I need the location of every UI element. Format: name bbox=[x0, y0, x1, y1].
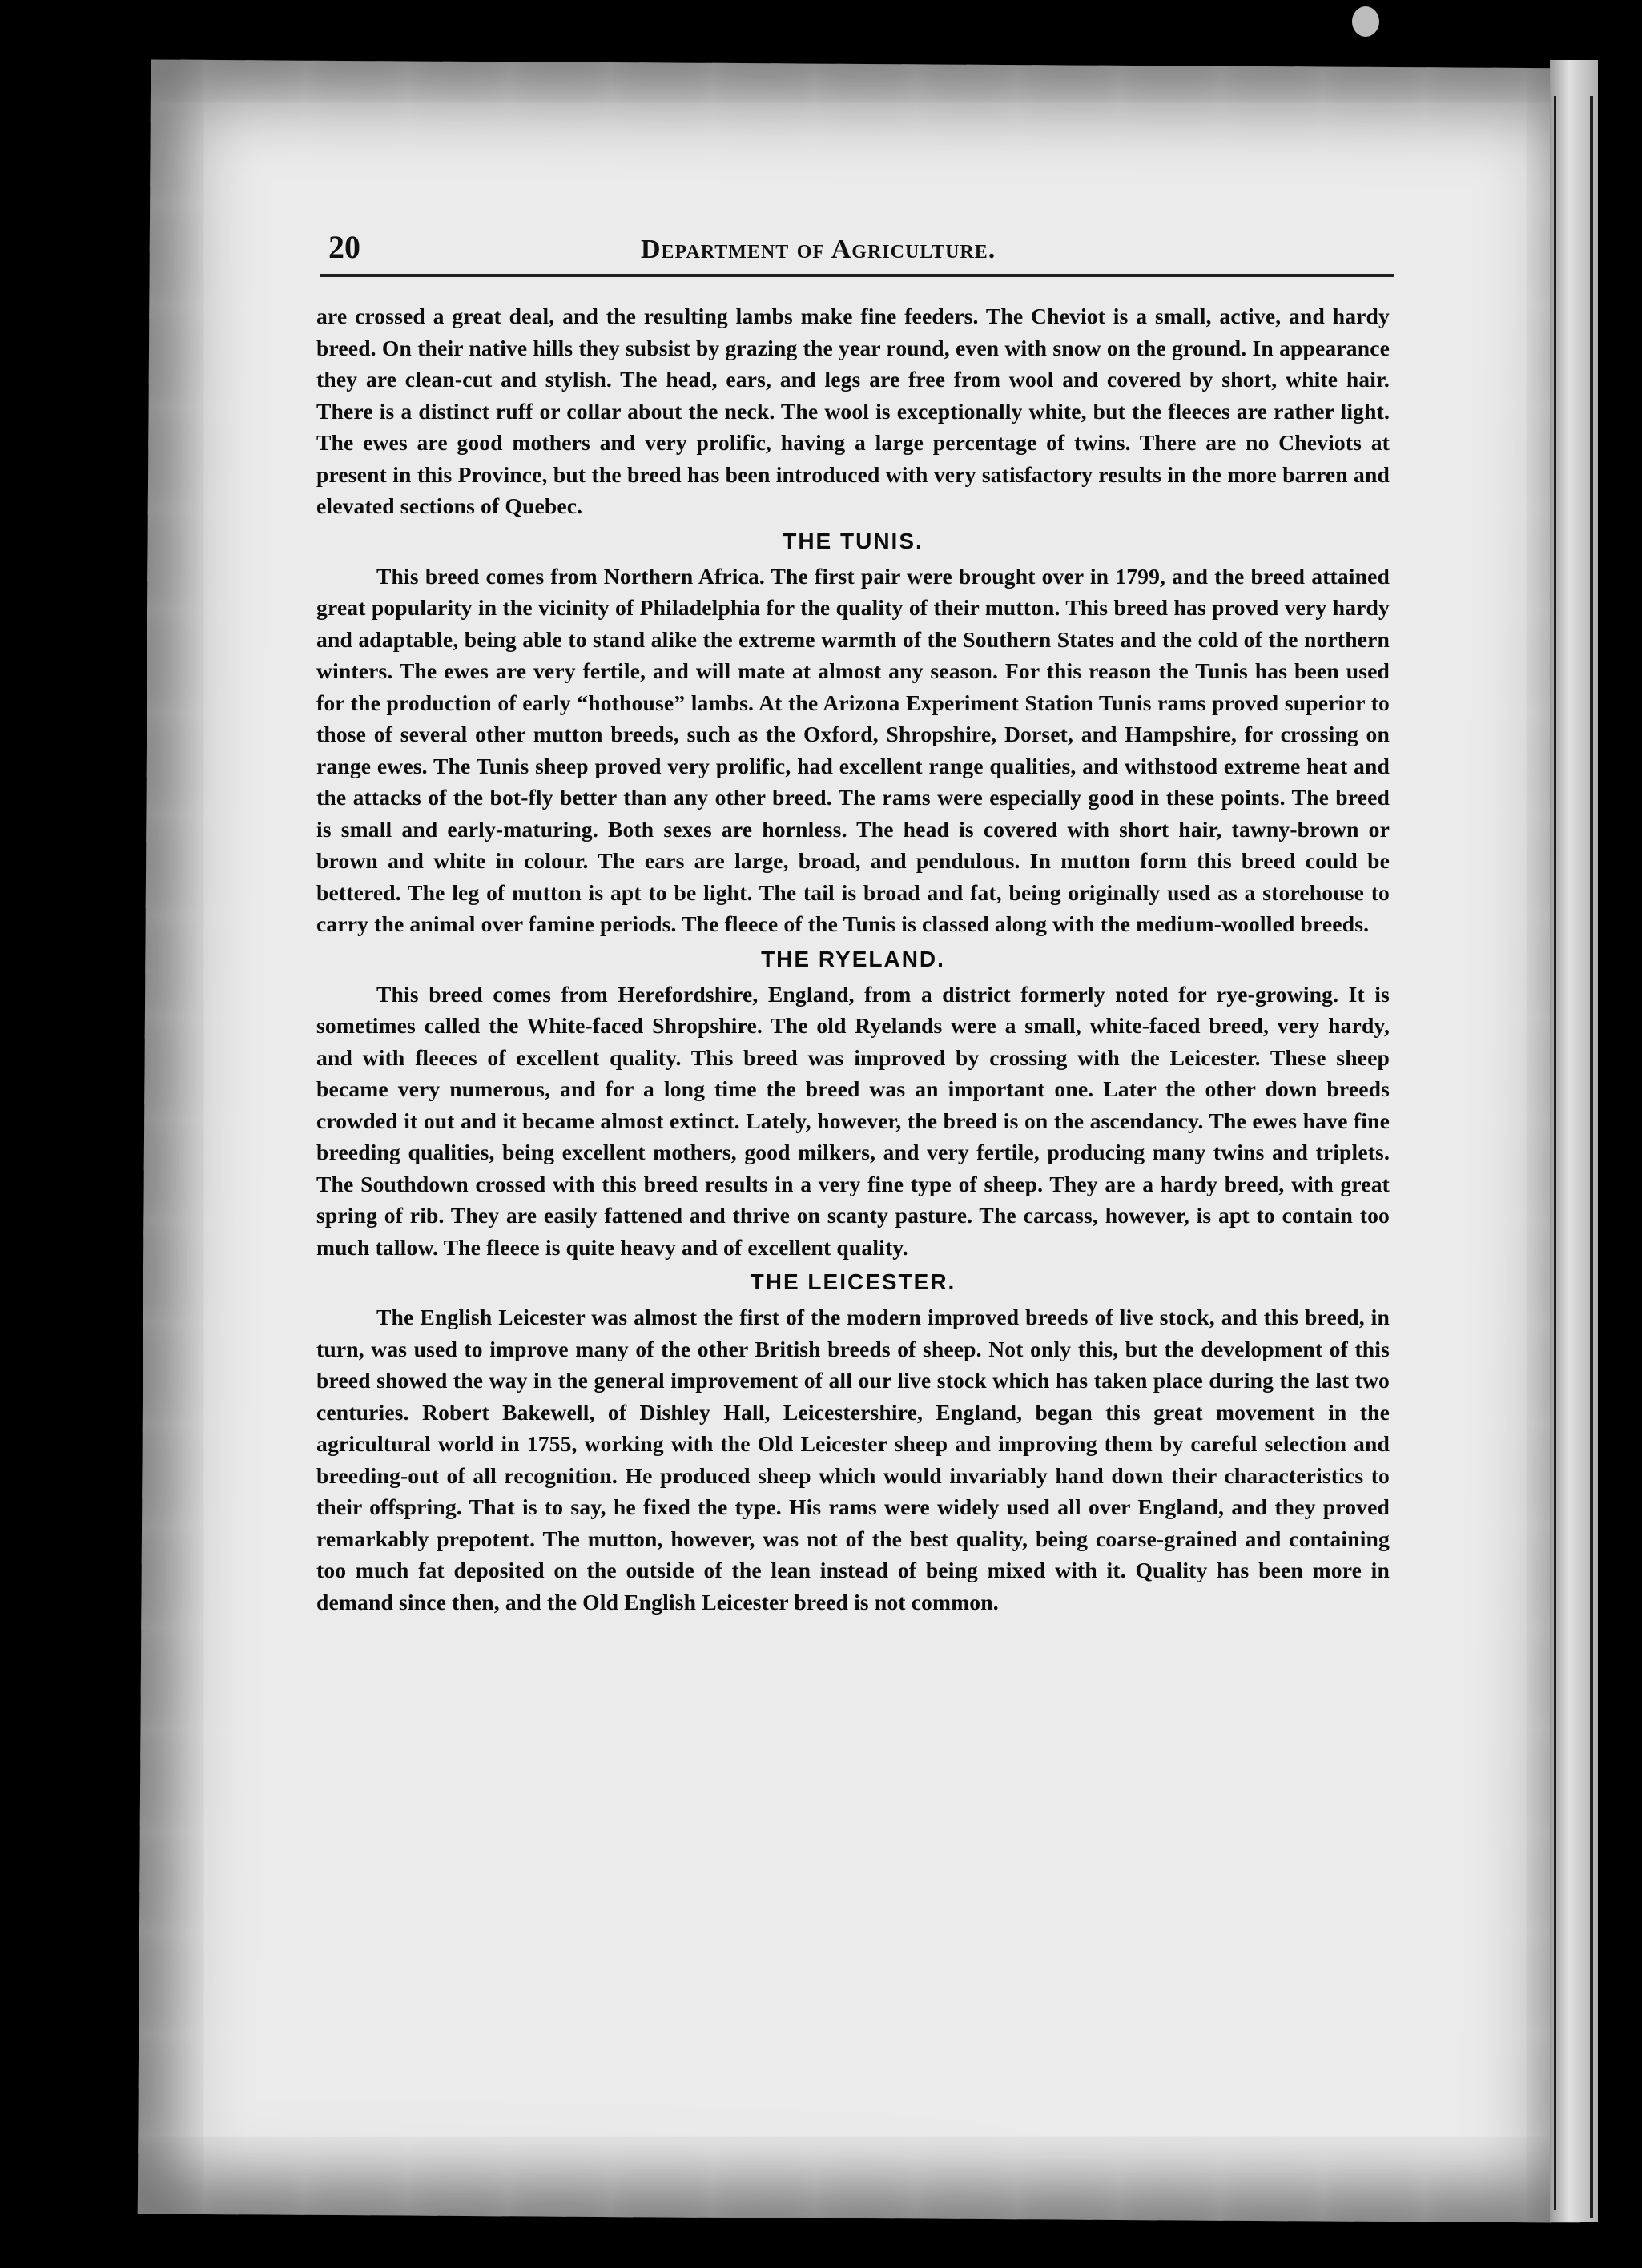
page-body bbox=[316, 300, 1390, 1618]
facing-page-border-line bbox=[1590, 96, 1593, 2218]
film-speck bbox=[1352, 6, 1379, 37]
section-heading-leicester: THE LEICESTER. bbox=[750, 1269, 956, 1294]
section-heading-ryeland: THE RYELAND. bbox=[761, 946, 945, 971]
header-rule bbox=[320, 274, 1394, 277]
page-number: 20 bbox=[328, 229, 360, 265]
page-header bbox=[328, 228, 1394, 268]
running-head: Department of Agriculture. bbox=[641, 235, 996, 264]
ryeland-paragraph: This breed comes from Herefordshire, England, from a district formerly noted for rye-growing. It is sometimes called the White-faced Shropshire. The old Ryelands were a small, white-faced breed, very hardy, and with fleeces of excellent quality. This breed was improved by crossing with the Leicester. These sheep became very numerous, and for a long time the breed was an important one. Later the other down breeds crowded it out and it became almost extinct. Lately, however, the breed is on the ascendancy. The ewes have fine breeding qualities, being excellent mothers, good milkers, and very fertile, producing many twins and triplets. The Southdown crossed with this breed results in a very fine type of sheep. They are a hardy breed, with great spring of rib. They are easily fattened and thrive on scanty pasture. The carcass, however, is apt to contain too much tallow. The fleece is quite heavy and of excellent quality. bbox=[316, 981, 1390, 1260]
leicester-paragraph: The English Leicester was almost the first of the modern improved breeds of live stock, and this breed, in turn, was used to improve many of the other British breeds of sheep. Not only this, but the development of this breed showed the way in the general improvement of all our live stock which has taken place during the last two centuries. Robert Bakewell, of Dishley Hall, Leicestershire, England, began this great movement in the agricultural world in 1755, working with the Old Leicester sheep and improving them by careful selection and breeding-out of all recognition. He produced sheep which would invariably hand down their characteristics to their offspring. That is to say, he fixed the type. His rams were widely used all over England, and they proved remarkably prepotent. The mutton, however, was not of the best quality, being coarse-grained and containing too much fat deposited on the outside of the lean instead of being mixed with it. Quality has been more in demand since then, and the Old English Leicester breed is not common. bbox=[316, 1305, 1390, 1615]
section-heading-tunis: THE TUNIS. bbox=[783, 528, 924, 553]
page-border-line bbox=[1554, 96, 1556, 2210]
cheviot-continued-paragraph: are crossed a great deal, and the resulting lambs make fine feeders. The Cheviot is a small, active, and hardy breed. On their native hills they subsist by grazing the year round, even with snow on the ground. In appearance they are clean-cut and stylish. The head, ears, and legs are free from wool and covered by short, white hair. There is a distinct ruff or collar about the neck. The wool is exceptionally white, but the fleeces are rather light. The ewes are good mothers and very prolific, having a large percentage of twins. There are no Cheviots at present in this Province, but the breed has been introduced with very satisfactory results in the more barren and elevated sections of Quebec. bbox=[316, 304, 1390, 518]
tunis-paragraph: This breed comes from Northern Africa. The first pair were brought over in 1799, and the breed attained great popularity in the vicinity of Philadelphia for the quality of their mutton. This breed has proved very hardy and adaptable, being able to stand alike the extreme warmth of the Southern States and the cold of the northern winters. The ewes are very fertile, and will mate at almost any season. For this reason the Tunis has been used for the production of early “hothouse” lambs. At the Arizona Experiment Station Tunis rams proved superior to those of several other mutton breeds, such as the Oxford, Shropshire, Dorset, and Hampshire, for crossing on range ewes. The Tunis sheep proved very prolific, had excellent range qualities, and withstood extreme heat and the attacks of the bot-fly better than any other breed. The rams were especially good in these points. The breed is small and early-maturing. Both sexes are hornless. The head is covered with short hair, tawny-brown or brown and white in colour. The ears are large, broad, and pendulous. In mutton form this breed could be bettered. The leg of mutton is apt to be light. The tail is broad and fat, being originally used as a storehouse to carry the animal over famine periods. The fleece of the Tunis is classed along with the medium-woolled breeds. bbox=[316, 563, 1390, 936]
